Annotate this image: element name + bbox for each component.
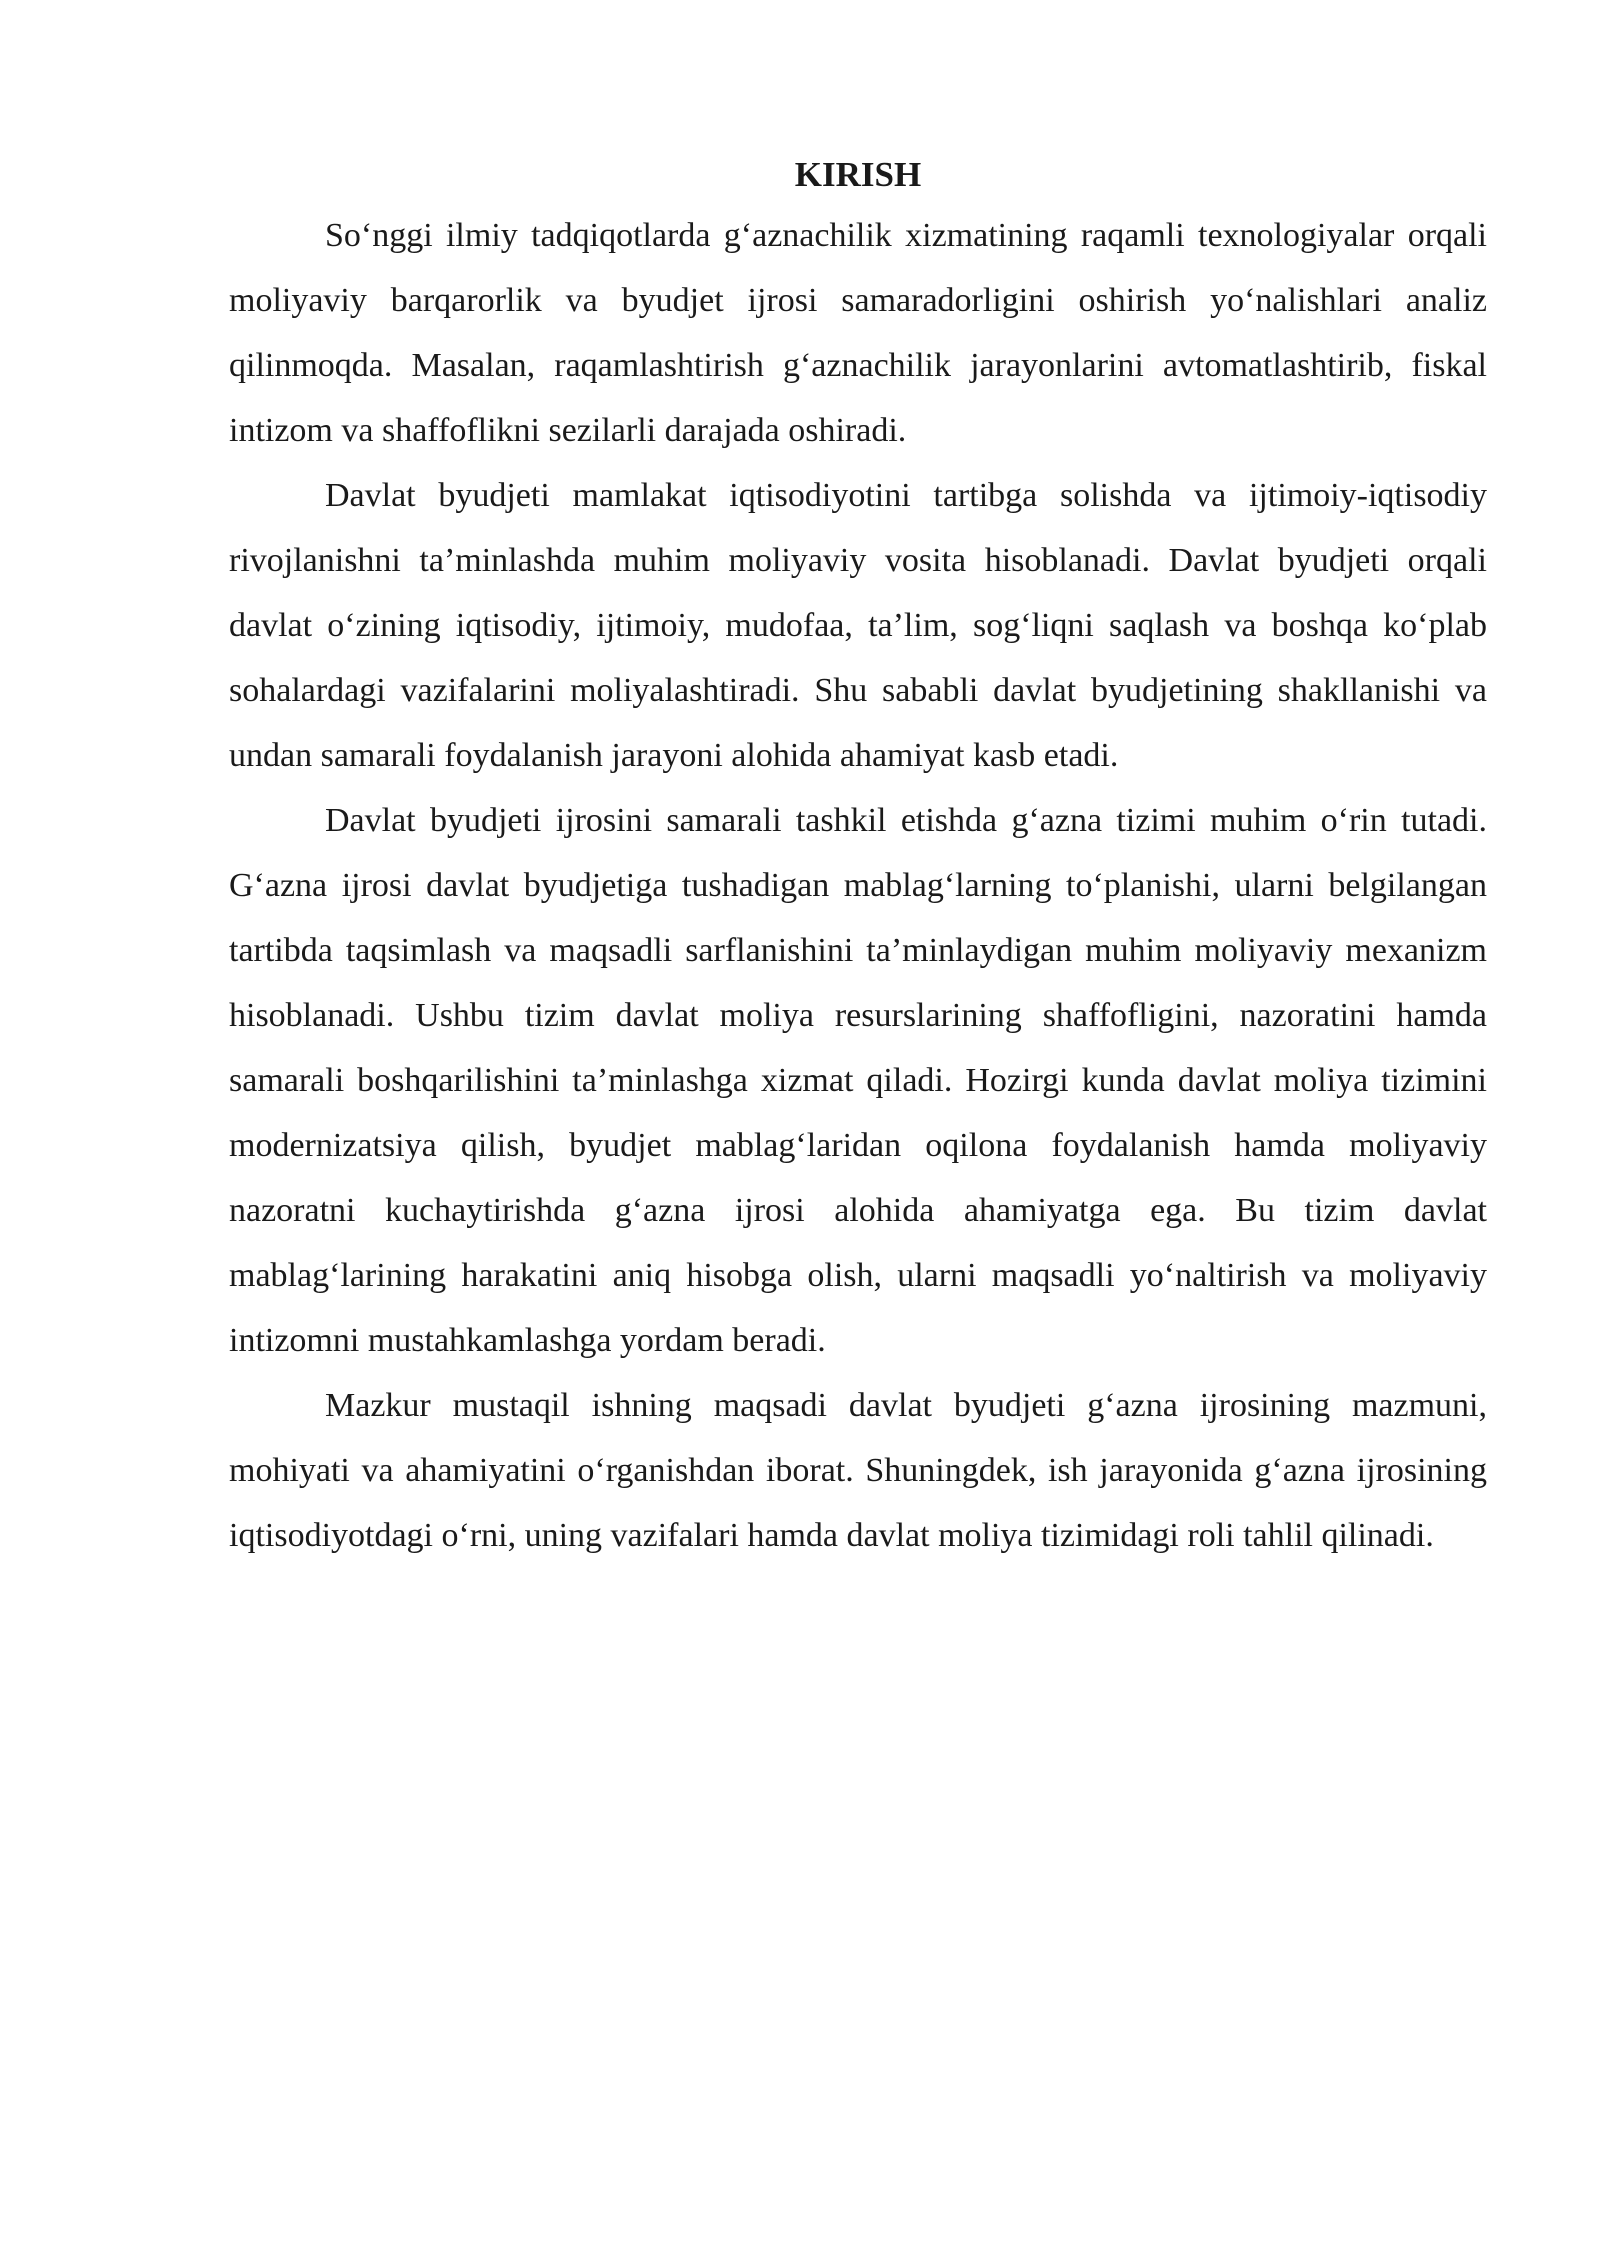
- paragraph-4: Mazkur mustaqil ishning maqsadi davlat byudjeti g‘azna ijrosining mazmuni, mohiyati va ahamiyatini o‘rganishdan iborat. Shuningdek, ish jarayonida g‘azna ijrosining iqtisodiyotdagi o‘rni, uning vazifalari hamda davlat moliya tizimidagi roli tahlil qilinadi.: [229, 1387, 1487, 1554]
- section-title: KIRISH: [794, 155, 922, 194]
- paragraph-1: So‘nggi ilmiy tadqiqotlarda g‘aznachilik xizmatining raqamli texnologiyalar orqali moliyaviy barqarorlik va byudjet ijrosi samaradorligini oshirish yo‘nalishlari analiz qilinmoqda. Masalan, raqamlashtirish g‘aznachilik jarayonlarini avtomatlashtirib, fiskal intizom va shaffoflikni sezilarli darajada oshiradi.: [229, 217, 1487, 449]
- document-body: [229, 150, 1487, 1568]
- paragraph-2: Davlat byudjeti mamlakat iqtisodiyotini tartibga solishda va ijtimoiy-iqtisodiy rivojlanishni ta’minlashda muhim moliyaviy vosita hisoblanadi. Davlat byudjeti orqali davlat o‘zining iqtisodiy, ijtimoiy, mudofaa, ta’lim, sog‘liqni saqlash va boshqa ko‘plab sohalardagi vazifalarini moliyalashtiradi. Shu sababli davlat byudjetining shakllanishi va undan samarali foydalanish jarayoni alohida ahamiyat kasb etadi.: [229, 477, 1487, 774]
- paragraph-3: Davlat byudjeti ijrosini samarali tashkil etishda g‘azna tizimi muhim o‘rin tutadi. G‘azna ijrosi davlat byudjetiga tushadigan mablag‘larning to‘planishi, ularni belgilangan tartibda taqsimlash va maqsadli sarflanishini ta’minlaydigan muhim moliyaviy mexanizm hisoblanadi. Ushbu tizim davlat moliya resurslarining shaffofligini, nazoratini hamda samarali boshqarilishini ta’minlashga xizmat qiladi. Hozirgi kunda davlat moliya tizimini modernizatsiya qilish, byudjet mablag‘laridan oqilona foydalanish hamda moliyaviy nazoratni kuchaytirishda g‘azna ijrosi alohida ahamiyatga ega. Bu tizim davlat mablag‘larining harakatini aniq hisobga olish, ularni maqsadli yo‘naltirish va moliyaviy intizomni mustahkamlashga yordam beradi.: [229, 802, 1487, 1359]
